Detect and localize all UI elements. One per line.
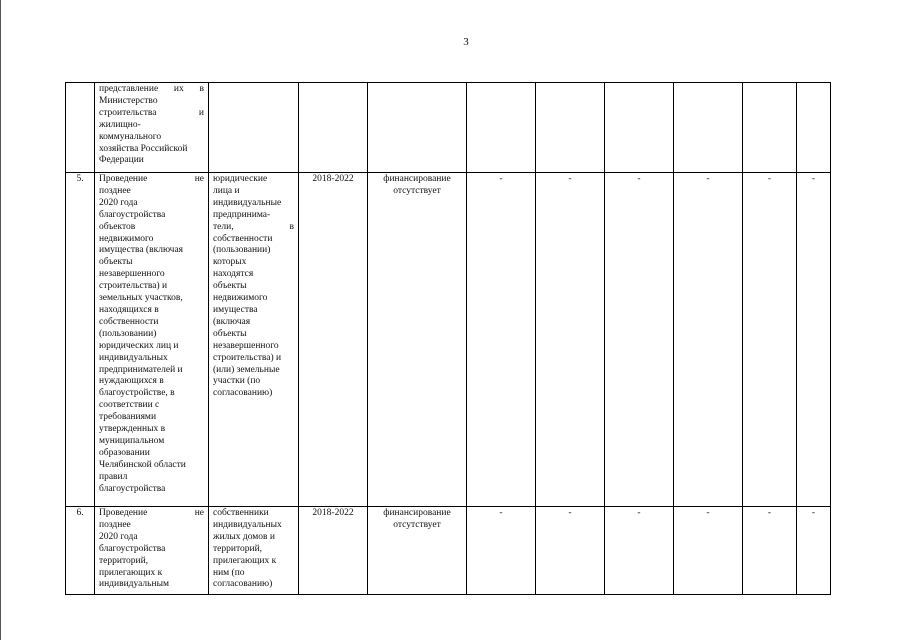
event-text-line: утвержденных в [99,424,166,435]
value-cell [467,83,536,173]
event-text-line: нуждающихся в [99,376,164,387]
event-text-line: индивидуальным [99,579,169,590]
value-cell: - [605,173,674,507]
event-text-line: имущества (включая [99,245,184,256]
event-text-line: предпринимателей и [99,364,183,375]
participants-text-line: ним (по [213,567,245,578]
value-cell: - [674,173,743,507]
participants-text-line: объекты [213,328,247,339]
event-text-line: образовании [99,447,150,458]
event-text-line: земельных участков, [99,293,183,304]
period-cell: 2018-2022 [299,507,368,595]
participants-cell [209,83,299,173]
event-cell [95,173,209,507]
event-text-line: строительства и [99,107,204,118]
program-table [65,82,831,595]
participants-text-line: прилегающих к [213,555,277,566]
period-cell [299,83,368,173]
value-cell: - [743,173,797,507]
row-number-cell [66,83,95,173]
value-cell: - [536,507,605,595]
participants-text-line: предпринима- [213,209,271,220]
value-cell [797,83,831,173]
participants-cell [209,173,299,507]
table-row [66,173,831,507]
participants-text-line: индивидуальных [213,519,282,530]
event-text-line: Челябинской области [99,459,186,470]
value-cell [674,83,743,173]
event-text-line: хозяйства Российской [99,143,188,154]
value-cell [536,83,605,173]
participants-text-line: которых [213,257,247,268]
value-cell: - [467,173,536,507]
row-number-cell: 6. [66,507,95,595]
event-text-line: позднее [99,519,131,530]
event-text-line: юридических лиц и [99,340,179,351]
event-text-line: Министерство [99,95,158,106]
event-text-line: правил [99,471,128,482]
row-number-cell: 5. [66,173,95,507]
page-edge-line [0,0,1,640]
page-number: 3 [463,36,469,48]
event-text-line: требованиями [99,412,157,423]
event-text-line: собственности [99,316,159,327]
event-text-line: благоустройства [99,543,166,554]
event-text-line: коммунального [99,131,162,142]
participants-text-line: лица и [213,185,240,196]
table-row [66,83,831,173]
value-cell [605,83,674,173]
value-cell: - [605,507,674,595]
event-text-line: благоустройстве, в [99,388,175,399]
value-cell: - [536,173,605,507]
participants-text-line: территорий, [213,543,263,554]
financing-cell [368,83,467,173]
financing-cell: финансирование отсутствует [368,507,467,595]
event-cell [95,83,209,173]
participants-text-line: (или) земельные [213,364,280,375]
period-cell: 2018-2022 [299,173,368,507]
financing-cell: финансирование отсутствует [368,173,467,507]
table-row [66,507,831,595]
participants-text-line: имущества [213,304,258,315]
event-text-line: муниципальном [99,435,165,446]
participants-text-line: согласованию) [213,579,273,590]
event-text-line: строительства) и [99,281,168,292]
event-text-line: (пользовании) [99,328,157,339]
event-cell [95,507,209,595]
participants-text-line: объекты [213,281,247,292]
value-cell: - [467,507,536,595]
value-cell: - [743,507,797,595]
event-text-line: Федерации [99,155,144,166]
participants-text-line: индивидуальные [213,197,282,208]
event-text-line: недвижимого [99,233,154,244]
value-cell [743,83,797,173]
event-text-line: соответствии с [99,400,160,411]
event-text-line: Проведение не [99,508,204,518]
participants-cell [209,507,299,595]
participants-text-line: юридические [213,174,268,184]
event-text-line: благоустройства [99,209,166,220]
participants-text-line: недвижимого [213,293,268,304]
event-text-line: представление их в [99,84,204,94]
event-text-line: объектов [99,221,136,232]
participants-text-line: строительства) и [213,352,282,363]
event-text-line: жилищно- [99,119,141,130]
event-text-line: прилегающих к [99,567,163,578]
participants-text-line: собственники [213,508,269,518]
event-text-line: 2020 года [99,197,138,208]
value-cell: - [797,173,831,507]
event-text-line: 2020 года [99,531,138,542]
participants-text-line: (включая [213,316,251,327]
value-cell: - [797,507,831,595]
event-text-line: индивидуальных [99,352,168,363]
value-cell: - [674,507,743,595]
participants-text-line: участки (по [213,376,261,387]
participants-text-line: незавершенного [213,340,279,351]
event-text-line: позднее [99,185,131,196]
participants-text-line: находятся [213,269,254,280]
event-text-line: благоустройства [99,483,166,494]
participants-text-line: собственности [213,233,273,244]
participants-text-line: тели, в [213,221,294,232]
event-text-line: территорий, [99,555,149,566]
event-text-line: находящихся в [99,304,159,315]
event-text-line: объекты [99,257,133,268]
participants-text-line: жилых домов и [213,531,276,542]
event-text-line: незавершенного [99,269,165,280]
event-text-line: Проведение не [99,174,204,184]
participants-text-line: (пользовании) [213,245,271,256]
participants-text-line: согласованию) [213,388,273,399]
